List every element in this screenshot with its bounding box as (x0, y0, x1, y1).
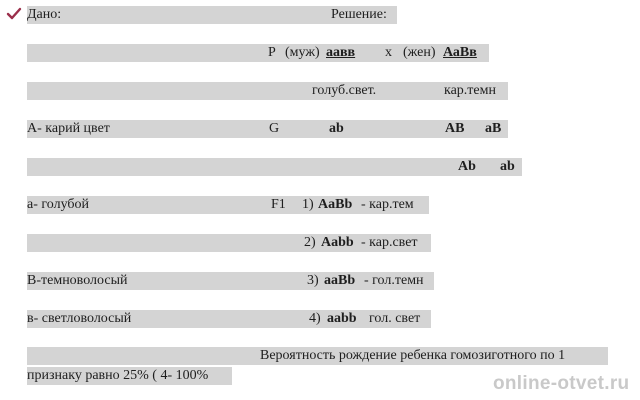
gametes-label: G (269, 121, 280, 136)
checkmark-icon (6, 6, 22, 22)
male-phenotype: голуб.свет. (312, 83, 377, 98)
gamete-male: ab (329, 121, 344, 136)
watermark: online-otvet.ru (493, 373, 630, 394)
female-phenotype: кар.темн (444, 83, 496, 98)
offspring-label: F1 (271, 197, 286, 212)
gamete-female-4: ab (500, 159, 515, 174)
gamete-female-3: Ab (458, 159, 476, 174)
offspring-4-phenotype: гол. свет (369, 311, 421, 326)
trait-a-dominant: А- карий цвет (27, 121, 110, 136)
female-genotype: АаВв (443, 45, 477, 60)
offspring-1-phenotype: - кар.тем (361, 197, 414, 212)
male-genotype: аавв (326, 45, 356, 60)
gamete-female-1: AB (445, 121, 465, 136)
offspring-4-genotype: aabb (327, 311, 357, 326)
given-label: Дано: (27, 7, 62, 22)
cross-sign: х (385, 45, 392, 60)
conclusion-line-1: Вероятность рождение ребенка гомозиготного по 1 (260, 348, 566, 363)
female-label: (жен) (403, 45, 436, 60)
offspring-3-phenotype: - гол.темн (364, 273, 424, 288)
offspring-2-genotype: Aabb (321, 235, 354, 250)
gamete-female-2: aB (485, 121, 502, 136)
male-label: (муж) (285, 45, 320, 60)
parents-prefix: Р (268, 45, 276, 60)
trait-a-recessive: а- голубой (27, 197, 90, 212)
solution-label: Решение: (331, 7, 387, 22)
offspring-1-num: 1) (302, 197, 314, 212)
offspring-4-num: 4) (309, 311, 321, 326)
offspring-3-genotype: aaBb (324, 273, 356, 288)
highlight-row-3 (27, 82, 508, 100)
highlight-row-5 (27, 158, 522, 176)
conclusion-line-2: признаку равно 25% ( 4- 100% (27, 368, 209, 383)
trait-b-dominant: В-темноволосый (27, 273, 128, 288)
offspring-2-phenotype: - кар.свет (361, 235, 418, 250)
offspring-3-num: 3) (307, 273, 319, 288)
offspring-1-genotype: AaBb (318, 197, 353, 212)
offspring-2-num: 2) (304, 235, 316, 250)
trait-b-recessive: в- светловолосый (27, 311, 132, 326)
